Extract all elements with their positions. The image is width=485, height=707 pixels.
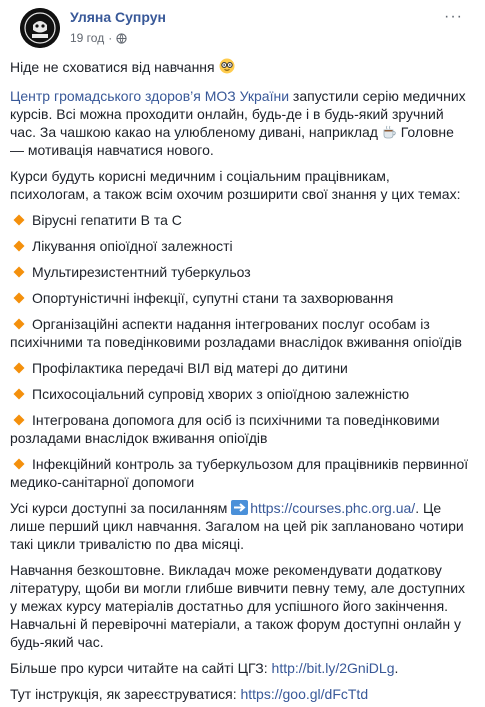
list-item [10, 455, 469, 491]
orange-diamond-icon [13, 266, 25, 278]
courses-text: Усі курси доступні за посиланням [10, 500, 232, 516]
list-item [10, 385, 469, 403]
intro-tail: Головне — мотивація навчатися нового. [10, 124, 454, 158]
courses-link[interactable]: https://courses.phc.org.ua/ [250, 500, 416, 516]
orange-diamond-icon [13, 214, 25, 226]
list-item [10, 211, 469, 229]
register-paragraph [10, 685, 469, 703]
topic-text: Вірусні гепатити B та C [32, 212, 182, 228]
orange-diamond-icon [13, 240, 25, 252]
orange-diamond-icon [13, 388, 25, 400]
more-text: Більше про курси читайте на сайті ЦГЗ: [10, 660, 272, 676]
courses-tail: . Це лише перший цикл навчання. Загалом на цей рік заплановано чотири такі цикли тривалістю по два місяці. [10, 500, 464, 552]
orange-diamond-icon [13, 414, 25, 426]
list-item [10, 237, 469, 255]
list-item [10, 263, 469, 281]
topic-text: Інтегрована допомога для осіб із психічними та поведінковими розладами внаслідок вживання опіоїдів [10, 412, 440, 446]
avatar-logo-icon [20, 8, 60, 48]
more-options-icon[interactable]: ··· [444, 8, 463, 25]
list-intro: Курси будуть корисні медичним і соціальним працівникам, психологам, а також всім охочим розширити свої знання у цих темах: [10, 168, 461, 202]
separator-dot: · [108, 31, 113, 45]
more-paragraph [10, 659, 469, 677]
list-item [10, 315, 469, 351]
post-headline [10, 58, 469, 76]
orange-diamond-icon [13, 362, 25, 374]
hot-beverage-emoji [382, 125, 397, 139]
list-item [10, 289, 469, 307]
post-meta [70, 31, 127, 45]
list-item [10, 359, 469, 377]
intro-paragraph [10, 87, 469, 159]
list-item [10, 411, 469, 447]
courses-paragraph [10, 499, 469, 553]
author-name[interactable]: Уляна Супрун [70, 9, 166, 25]
moz-center-link[interactable]: Центр громадського здоров’я МОЗ України [10, 88, 290, 104]
topic-text: Мультирезистентний туберкульоз [32, 264, 251, 280]
headline-text: Ніде не сховатися від навчання [10, 59, 215, 75]
orange-diamond-icon [13, 318, 25, 330]
more-tail: . [394, 660, 399, 676]
topic-text: Лікування опіоїдної залежності [32, 238, 233, 254]
topic-text: Психосоціальний супровід хворих з опіоїдною залежністю [32, 386, 410, 402]
topic-text: Організаційні аспекти надання інтегрованих послуг особам із психічними та поведінковими розладами внаслідок вживання опіоїдів [10, 316, 462, 350]
globe-icon[interactable] [116, 33, 127, 44]
orange-diamond-icon [13, 292, 25, 304]
topic-text: Профілактика передачі ВІЛ від матері до дитини [32, 360, 348, 376]
post-header [10, 0, 475, 52]
intro-text: запустили серію медичних курсів. Всі можна проходити онлайн, будь-де і в будь-який зручний час. За чашкою какао на улюбленому дивані, наприклад [10, 88, 466, 140]
orange-diamond-icon [13, 458, 25, 470]
register-text: Тут інструкція, як зареєструватися: [10, 686, 241, 702]
post-body [10, 58, 475, 703]
free-paragraph: Навчання безкоштовне. Викладач може рекомендувати додаткову літературу, щоби ви могли глибше вивчити певну тему, але доступних у межах курсу матеріалів достатньо для успішного його закінчення. Навчальні й перевірочні матеріали, а також форум доступні онлайн у будь-який час. [10, 562, 466, 650]
register-link[interactable]: https://goo.gl/dFcTtd [240, 686, 369, 702]
nerd-face-emoji [219, 58, 235, 74]
avatar[interactable] [20, 8, 60, 48]
post-time[interactable]: 19 год [70, 31, 105, 45]
topic-text: Опортуністичні інфекції, супутні стани та захворювання [32, 290, 394, 306]
right-arrow-emoji [231, 500, 248, 515]
bitly-link[interactable]: http://bit.ly/2GniDLg [271, 660, 395, 676]
topic-text: Інфекційний контроль за туберкульозом для працівників первинної медико-санітарної допомоги [10, 456, 469, 490]
topics-list [10, 211, 469, 491]
